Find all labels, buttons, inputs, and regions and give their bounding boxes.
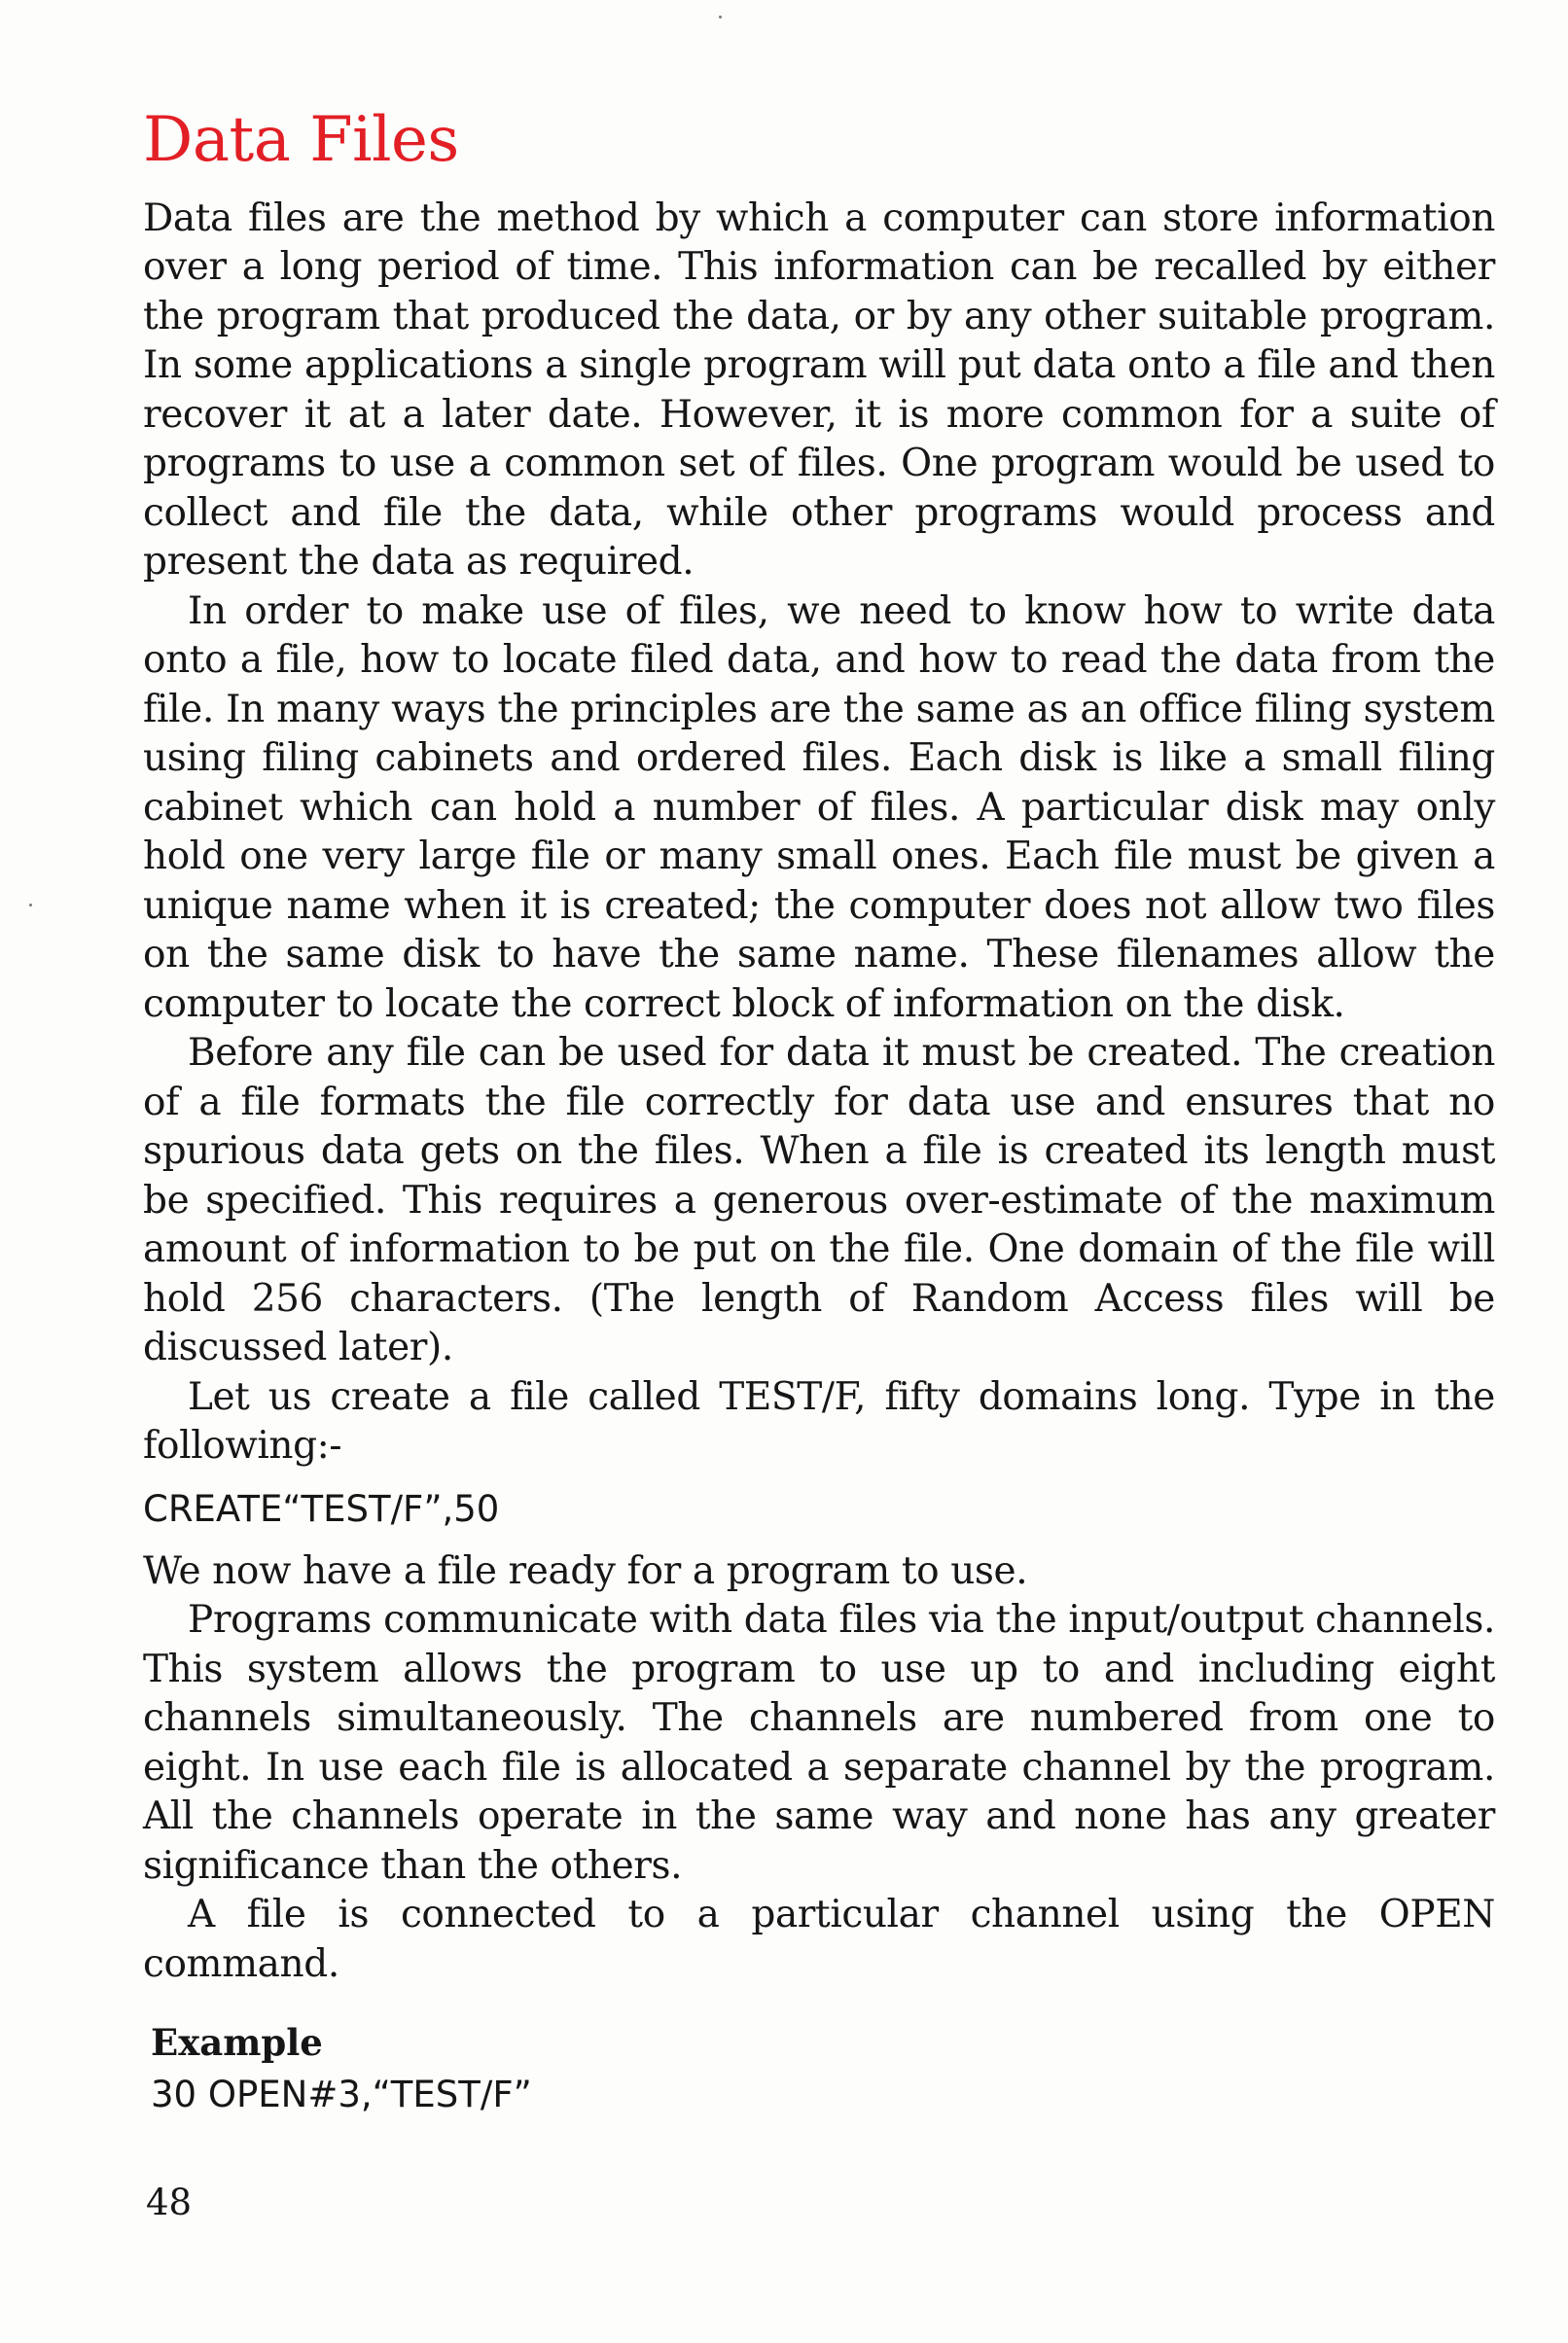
page-content xyxy=(143,105,1495,2119)
paragraph-intro: Data files are the method by which a computer can store information over a long period of time. This information can be recalled by either the program that produced the data, or by any other suitable program. In some applications a single program will put data onto a file and then recover it at a later date. However, it is more common for a suite of programs to use a common set of files. One program would be used to collect and file the data, while other programs would process and present the data as required. xyxy=(143,195,1495,585)
paragraph-open-command: A file is connected to a particular channel using the OPEN command. xyxy=(143,1893,1495,1986)
paragraph-channels: Programs communicate with data files via the input/output channels. This system allows the program to use up to and including eight channels simultaneously. The channels are numbered from one to eight. In use each file is allocated a separate channel by the program. All the channels operate in the same way and none has any greater significance than the others. xyxy=(143,1598,1495,1888)
paragraph-create-example: Let us create a file called TEST/F, fifty domains long. Type in the following:- xyxy=(143,1374,1495,1469)
example-heading: Example xyxy=(151,2021,323,2065)
create-command-code: CREATE“TEST/F”,50 xyxy=(143,1487,500,1530)
paper-speck xyxy=(29,904,32,906)
example-code: 30 OPEN#3,“TEST/F” xyxy=(151,2074,532,2116)
page-number: 48 xyxy=(146,2182,193,2223)
page-title: Data Files xyxy=(143,104,459,176)
paragraph-using-files: In order to make use of files, we need to know how to write data onto a file, how to locate filed data, and how to read the data from the file. In many ways the principles are the same as an office filing system using filing cabinets and ordered files. Each disk is like a small filing cabinet which can hold a number of files. A particular disk may only hold one very large file or many small ones. Each file must be given a unique name when it is created; the computer does not allow two files on the same disk to have the same name. These filenames allow the computer to locate the correct block of information on the disk. xyxy=(143,588,1495,1026)
paragraph-file-ready: We now have a file ready for a program to use. xyxy=(143,1548,1028,1593)
paper-speck xyxy=(719,16,722,18)
paragraph-creating-files: Before any file can be used for data it must be created. The creation of a file formats the file correctly for data use and ensures that no spurious data gets on the files. When a file is created its length must be specified. This requires a generous over-estimate of the maximum amount of information to be put on the file. One domain of the file will hold 256 characters. (The length of Random Access files will be discussed later). xyxy=(143,1031,1495,1370)
